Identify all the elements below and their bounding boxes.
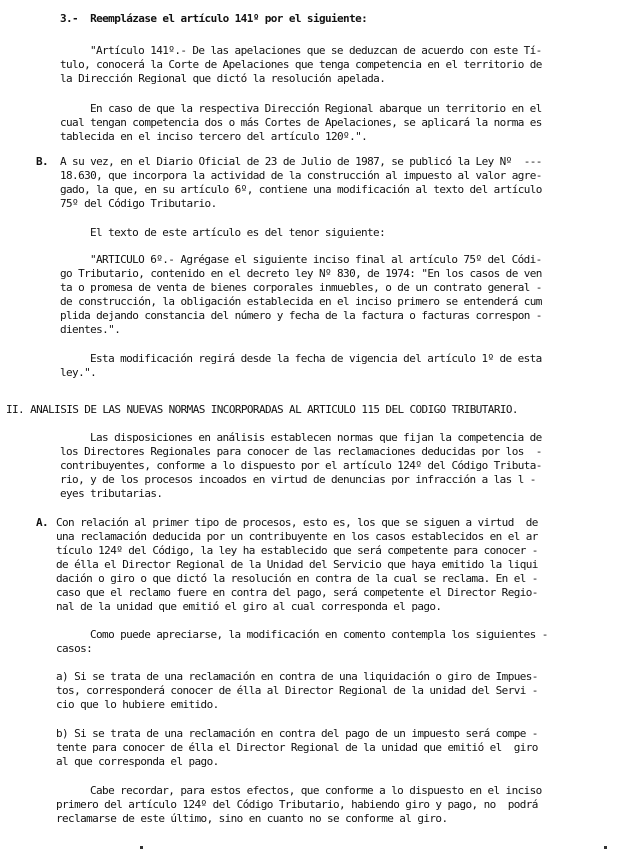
text-line: tulo, conocerá la Corte de Apelaciones que tenga competencia en el territorio de	[60, 58, 542, 71]
text-line: 18.630, que incorpora la actividad de la construcción al impuesto al valor agre-	[60, 169, 542, 182]
section-b-label: B.	[36, 155, 49, 168]
text-line: b) Si se trata de una reclamación en contra del pago de un impuesto será compe -	[56, 727, 538, 740]
text-line: ley.".	[60, 366, 97, 379]
text-line: cio que lo hubiere emitido.	[56, 698, 219, 711]
text-line: "Artículo 141º.- De las apelaciones que se deduzcan de acuerdo con este Tí-	[90, 44, 542, 57]
text-line: tente para conocer de élla el Director Regional de la unidad que emitió el giro	[56, 741, 538, 754]
text-line: "ARTICULO 6º.- Agrégase el siguiente inciso final al artículo 75º del Códi-	[90, 253, 542, 266]
text-line: En caso de que la respectiva Dirección Regional abarque un territorio en el	[90, 102, 542, 115]
text-line: nal de la unidad que emitió el giro al cual corresponda el pago.	[56, 600, 442, 613]
text-line: casos:	[56, 642, 93, 655]
text-line: de construcción, la obligación establecida en el inciso primero se entenderá cum	[60, 295, 542, 308]
text-line: ta o promesa de venta de bienes corporales inmuebles, o de un contrato general -	[60, 281, 542, 294]
text-line: la Dirección Regional que dictó la resolución apelada.	[60, 72, 386, 85]
text-line: 75º del Código Tributario.	[60, 197, 217, 210]
text-line: una reclamación deducida por un contribuyente en los casos establecidos en el ar	[56, 530, 538, 543]
text-line: Las disposiciones en análisis establecen normas que fijan la competencia de	[90, 431, 542, 444]
text-line: al que corresponda el pago.	[56, 755, 219, 768]
text-line: tablecida en el inciso tercero del artículo 120º.".	[60, 130, 368, 143]
text-line: tos, corresponderá conocer de élla al Director Regional de la unidad del Servi -	[56, 684, 538, 697]
text-line: cual tengan competencia dos o más Cortes de Apelaciones, se aplicará la norma es	[60, 116, 542, 129]
text-line: reclamarse de este último, sino en cuanto no se conforme al giro.	[56, 812, 448, 825]
text-line: go Tributario, contenido en el decreto ley Nº 830, de 1974: "En los casos de ven	[60, 267, 542, 280]
scan-speck	[140, 846, 143, 849]
text-line: contribuyentes, conforme a lo dispuesto por el artículo 124º del Código Tributa-	[60, 459, 542, 472]
text-line: los Directores Regionales para conocer de las reclamaciones deducidas por los -	[60, 445, 542, 458]
text-line: Esta modificación regirá desde la fecha de vigencia del artículo 1º de esta	[90, 352, 542, 365]
item-3-heading: 3.- Reemplázase el artículo 141º por el siguiente:	[60, 12, 368, 25]
text-line: primero del artículo 124º del Código Tributario, habiendo giro y pago, no podrá	[56, 798, 538, 811]
section-a-label: A.	[36, 516, 49, 529]
text-line: El texto de este artículo es del tenor siguiente:	[90, 226, 386, 239]
text-line: Como puede apreciarse, la modificación en comento contempla los siguientes -	[90, 628, 548, 641]
text-line: dientes.".	[60, 323, 121, 336]
text-line: Cabe recordar, para estos efectos, que conforme a lo dispuesto en el inciso	[90, 784, 542, 797]
text-line: de élla el Director Regional de la Unidad del Servicio que haya emitido la liqui	[56, 558, 538, 571]
scan-speck	[604, 846, 607, 849]
section-ii-heading: II. ANALISIS DE LAS NUEVAS NORMAS INCORPORADAS AL ARTICULO 115 DEL CODIGO TRIBUTARIO.	[6, 403, 518, 416]
text-line: rio, y de los procesos incoados en virtud de denuncias por infracción a las l -	[60, 473, 536, 486]
text-line: a) Si se trata de una reclamación en contra de una liquidación o giro de Impues-	[56, 670, 538, 683]
text-line: tículo 124º del Código, la ley ha establecido que será competente para conocer -	[56, 544, 538, 557]
text-line: Con relación al primer tipo de procesos, esto es, los que se siguen a virtud de	[56, 516, 538, 529]
text-line: gado, la que, en su artículo 6º, contiene una modificación al texto del artículo	[60, 183, 542, 196]
text-line: A su vez, en el Diario Oficial de 23 de Julio de 1987, se publicó la Ley Nº ---	[60, 155, 542, 168]
text-line: dación o giro o que dictó la resolución en contra de la cual se reclama. En el -	[56, 572, 538, 585]
text-line: plida dejando constancia del número y fecha de la factura o facturas correspon -	[60, 309, 542, 322]
text-line: eyes tributarias.	[60, 487, 163, 500]
text-line: caso que el reclamo fuere en contra del pago, será competente el Director Regio-	[56, 586, 538, 599]
